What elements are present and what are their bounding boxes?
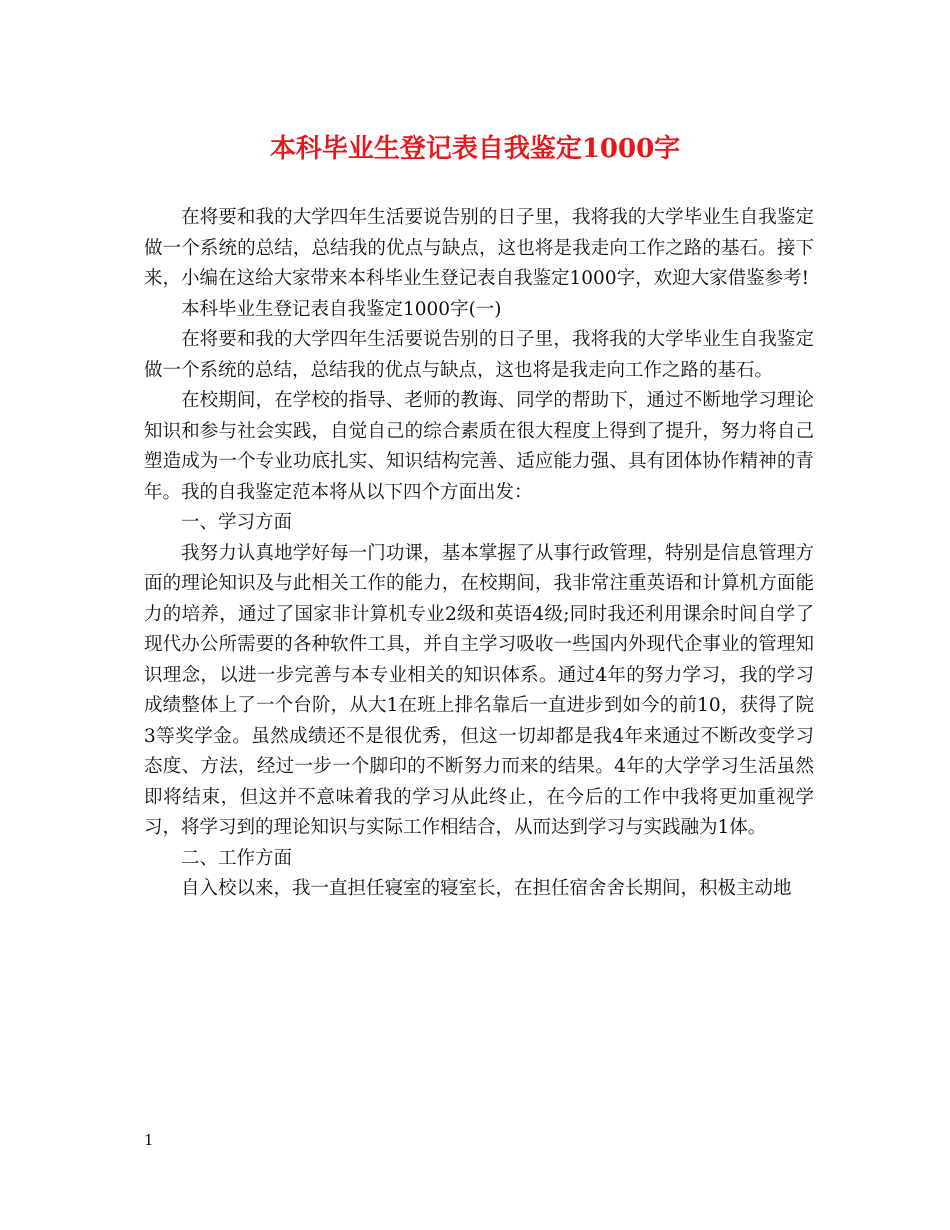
paragraph-work: 自入校以来，我一直担任寝室的寝室长，在担任宿舍舍长期间，积极主动地	[181, 878, 792, 899]
paragraph-opening: 在将要和我的大学四年生活要说告别的日子里，我将我的大学毕业生自我鉴定做一个系统的总结，总结我的优点与缺点，这也将是我走向工作之路的基石。	[144, 329, 814, 381]
document-body	[144, 203, 814, 905]
document-title: 本科毕业生登记表自我鉴定1000字	[269, 134, 681, 164]
paragraph-heading-study: 一、学习方面	[181, 512, 293, 533]
paragraph-study: 我努力认真地学好每一门功课，基本掌握了从事行政管理，特别是信息管理方面的理论知识及与此相关工作的能力，在校期间，我非常注重英语和计算机方面能力的培养，通过了国家非计算机专业2级和英语4级;同时我还利用课余时间自学了现代办公所需要的各种软件工具，并自主学习吸收一些国内外现代企事业的管理知识理念，以进一步完善与本专业相关的知识体系。通过4年的努力学习，我的学习成绩整体上了一个台阶，从大1在班上排名靠后一直进步到如今的前10，获得了院3等奖学金。虽然成绩还不是很优秀，但这一切却都是我4年来通过不断改变学习态度、方法，经过一步一个脚印的不断努力而来的结果。4年的大学学习生活虽然即将结束，但这并不意味着我的学习从此终止，在今后的工作中我将更加重视学习，将学习到的理论知识与实际工作相结合，从而达到学习与实践融为1体。	[144, 542, 814, 838]
paragraph-heading-work: 二、工作方面	[181, 847, 293, 869]
paragraph-intro: 在将要和我的大学四年生活要说告别的日子里，我将我的大学毕业生自我鉴定做一个系统的总结，总结我的优点与缺点，这也将是我走向工作之路的基石。接下来，小编在这给大家带来本科毕业生登记表自我鉴定1000字，欢迎大家借鉴参考!	[144, 207, 814, 289]
paragraph-section-heading: 本科毕业生登记表自我鉴定1000字(一)	[181, 298, 502, 320]
page-number: 1	[144, 1131, 154, 1149]
paragraph-campus-life: 在校期间，在学校的指导、老师的教诲、同学的帮助下，通过不断地学习理论知识和参与社会实践，自觉自己的综合素质在很大程度上得到了提升，努力将自己塑造成为一个专业功底扎实、知识结构完善、适应能力强、具有团体协作精神的青年。我的自我鉴定范本将从以下四个方面出发：	[144, 390, 814, 503]
